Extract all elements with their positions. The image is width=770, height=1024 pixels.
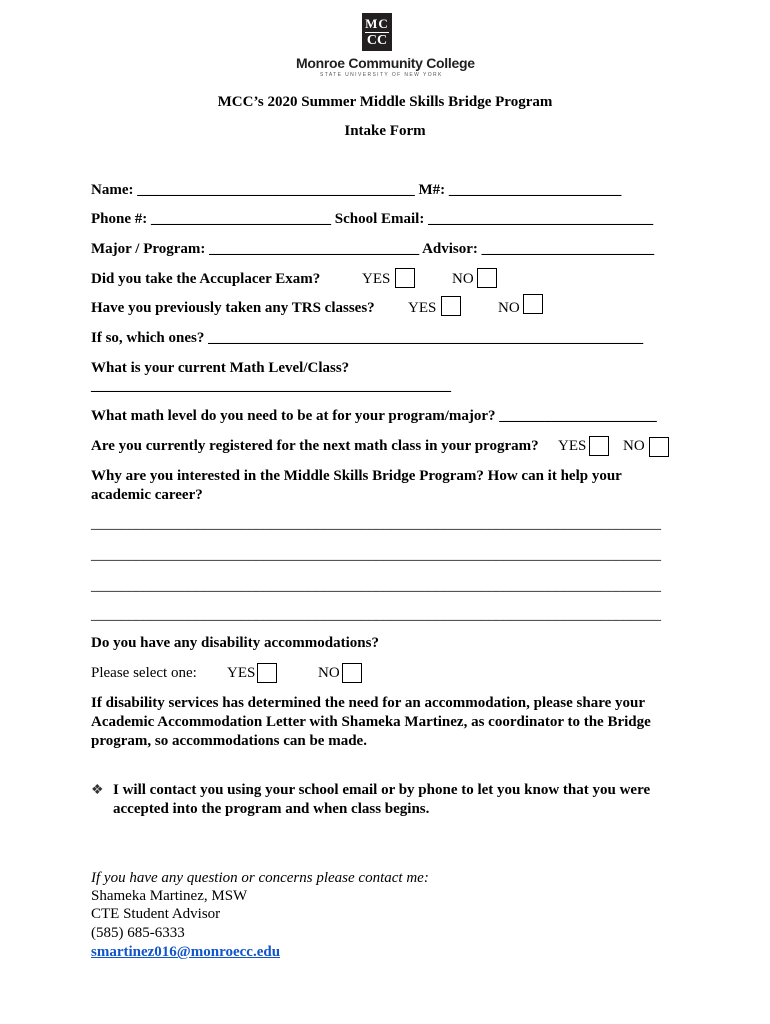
accuplacer-yes-label: YES: [362, 271, 391, 287]
contact-phone: (585) 685-6333: [91, 925, 185, 941]
registered-question: Are you currently registered for the next math class in your program?: [91, 438, 539, 454]
accuplacer-question: Did you take the Accuplacer Exam?: [91, 271, 321, 287]
accuplacer-no-checkbox[interactable]: [477, 268, 497, 288]
disability-no-label: NO: [318, 665, 340, 681]
contact-role: CTE Student Advisor: [91, 906, 221, 922]
registered-yes-checkbox[interactable]: [589, 436, 609, 456]
contact-note-line1: I will contact you using your school email or by phone to let you know that you were: [113, 782, 651, 798]
answer-line[interactable]: ____________________________________________________________________________: [91, 516, 661, 532]
college-subtitle: STATE UNIVERSITY OF NEW YORK: [320, 72, 443, 78]
contact-email-link[interactable]: smartinez016@monroecc.edu: [91, 944, 281, 960]
college-logo-mark: [362, 13, 392, 51]
answer-line[interactable]: ____________________________________________________________________________: [91, 578, 661, 594]
disability-no-checkbox[interactable]: [342, 663, 362, 683]
disability-question: Do you have any disability accommodations?: [91, 635, 379, 651]
college-name: Monroe Community College: [296, 55, 475, 71]
math-level-field[interactable]: ________________________________________________: [91, 378, 451, 394]
why-question-line1: Why are you interested in the Middle Skills Bridge Program? How can it help your: [91, 468, 622, 484]
diamond-bullet-icon: ❖: [91, 783, 104, 798]
trs-yes-checkbox[interactable]: [441, 296, 461, 316]
logo-mark-bottom: CC: [366, 33, 388, 48]
math-level-question: What is your current Math Level/Class?: [91, 360, 350, 376]
disability-note-line2: Academic Accommodation Letter with Shameka Martinez, as coordinator to the Bridge: [91, 714, 651, 730]
form-subtitle: Intake Form: [344, 123, 426, 139]
accuplacer-no-label: NO: [452, 271, 474, 287]
disability-note-line1: If disability services has determined the need for an accommodation, please share your: [91, 695, 645, 711]
registered-yes-label: YES: [558, 438, 587, 454]
answer-line[interactable]: ____________________________________________________________________________: [91, 607, 661, 623]
trs-no-label: NO: [498, 300, 520, 316]
name-mnumber-field[interactable]: Name: _____________________________________ M#: _______________________: [91, 182, 622, 198]
math-need-field[interactable]: What math level do you need to be at for your program/major? _____________________: [91, 408, 657, 424]
registered-no-label: NO: [623, 438, 645, 454]
disability-yes-label: YES: [227, 665, 256, 681]
major-advisor-field[interactable]: Major / Program: ____________________________ Advisor: _______________________: [91, 241, 655, 257]
phone-email-field[interactable]: Phone #: ________________________ School Email: ______________________________: [91, 211, 654, 227]
contact-note-line2: accepted into the program and when class begins.: [113, 801, 430, 817]
disability-select-label: Please select one:: [91, 665, 197, 681]
contact-name: Shameka Martinez, MSW: [91, 888, 248, 904]
registered-no-checkbox[interactable]: [649, 437, 669, 457]
trs-yes-label: YES: [408, 300, 437, 316]
logo-mark-top: MC: [365, 16, 389, 31]
contact-intro: If you have any question or concerns please contact me:: [91, 870, 429, 886]
accuplacer-yes-checkbox[interactable]: [395, 268, 415, 288]
form-title: MCC’s 2020 Summer Middle Skills Bridge Program: [217, 94, 553, 110]
trs-question: Have you previously taken any TRS classes?: [91, 300, 375, 316]
answer-line[interactable]: ____________________________________________________________________________: [91, 547, 661, 563]
which-classes-field[interactable]: If so, which ones? __________________________________________________________: [91, 330, 644, 346]
disability-note-line3: program, so accommodations can be made.: [91, 733, 367, 749]
disability-yes-checkbox[interactable]: [257, 663, 277, 683]
trs-no-checkbox[interactable]: [523, 294, 543, 314]
why-question-line2: academic career?: [91, 487, 203, 503]
